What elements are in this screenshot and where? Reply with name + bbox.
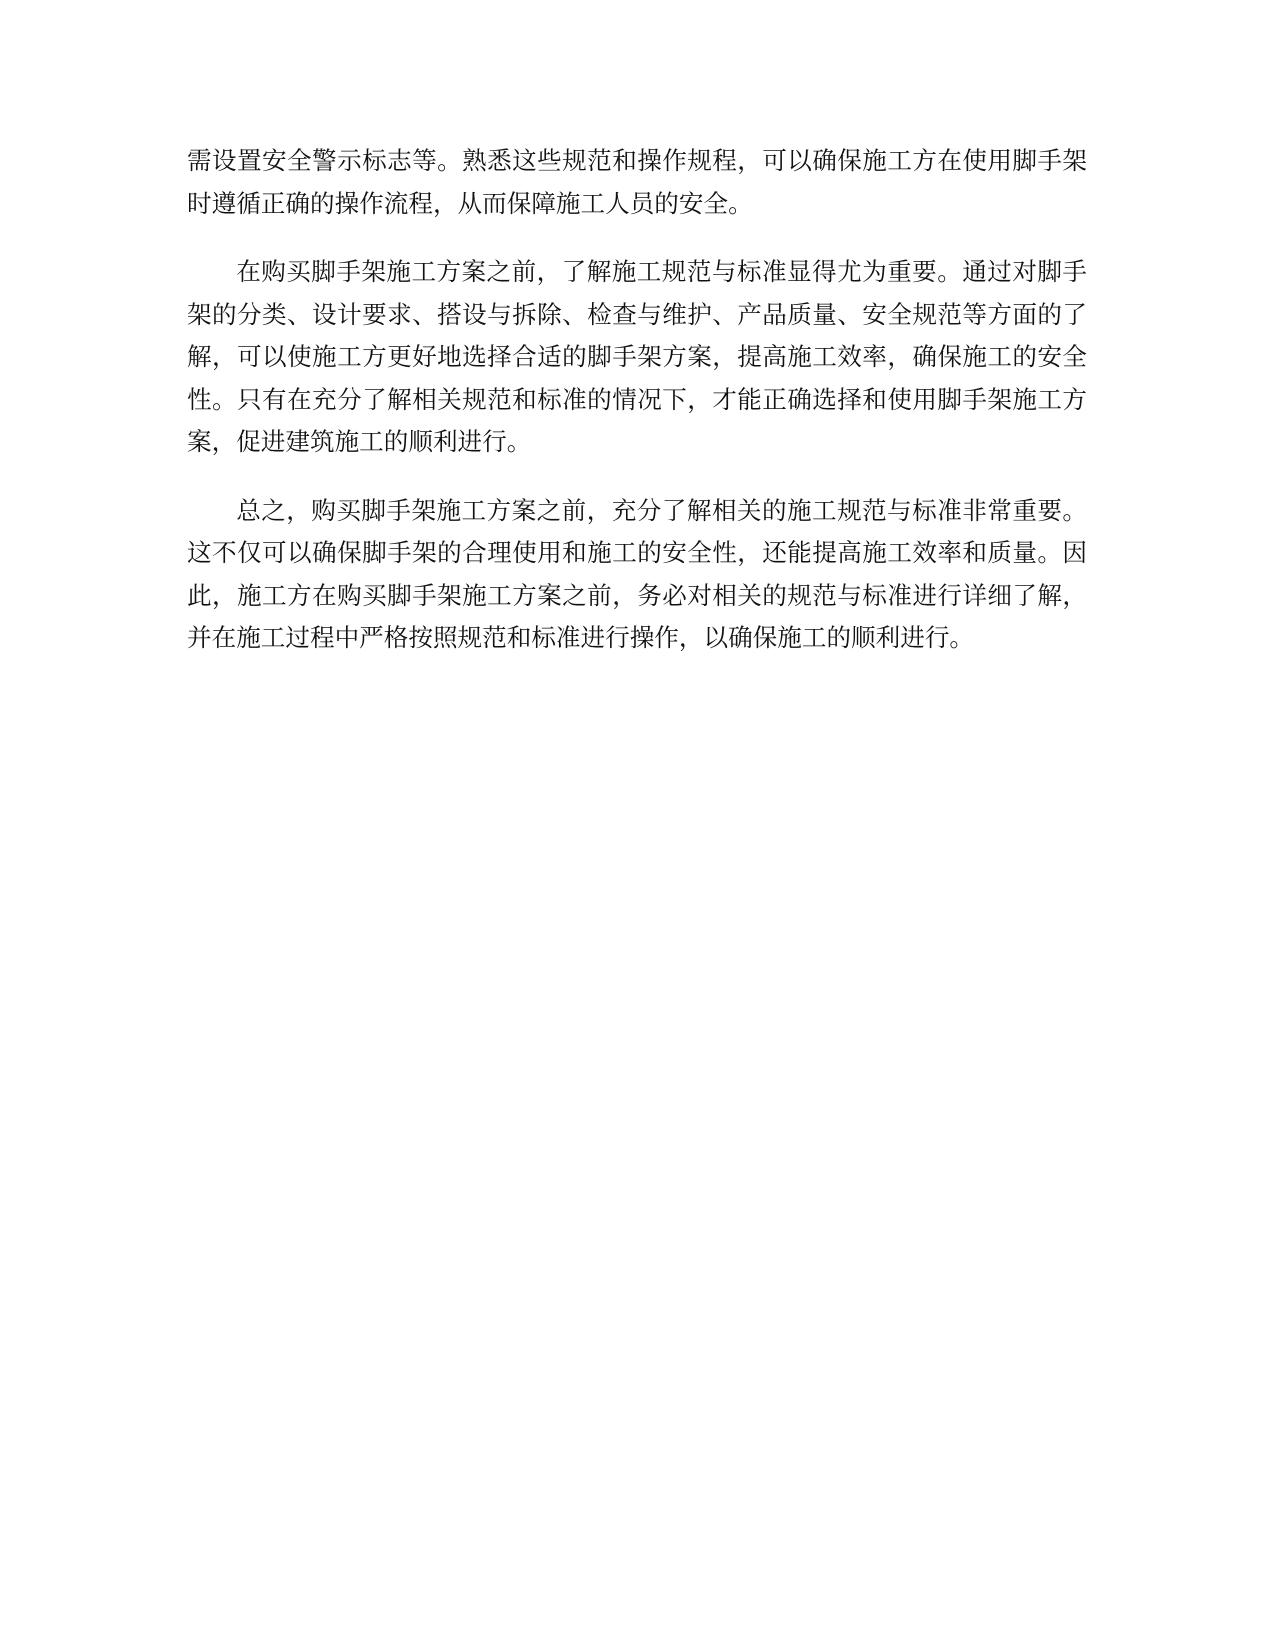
paragraph-importance: 在购买脚手架施工方案之前，了解施工规范与标准显得尤为重要。通过对脚手架的分类、设计要求、搭设与拆除、检查与维护、产品质量、安全规范等方面的了解，可以使施工方更好地选择合适的脚手架方案，提高施工效率，确保施工的安全性。只有在充分了解相关规范和标准的情况下，才能正确选择和使用脚手架施工方案，促进建筑施工的顺利进行。 — [187, 257, 1087, 456]
paragraph-conclusion: 总之，购买脚手架施工方案之前，充分了解相关的施工规范与标准非常重要。这不仅可以确保脚手架的合理使用和施工的安全性，还能提高施工效率和质量。因此，施工方在购买脚手架施工方案之前，务必对相关的规范与标准进行详细了解，并在施工过程中严格按照规范和标准进行操作，以确保施工的顺利进行。 — [187, 495, 1087, 652]
paragraph-continuation: 需设置安全警示标志等。熟悉这些规范和操作规程，可以确保施工方在使用脚手架时遵循正确的操作流程，从而保障施工人员的安全。 — [187, 146, 1087, 218]
document-body — [187, 140, 1087, 686]
